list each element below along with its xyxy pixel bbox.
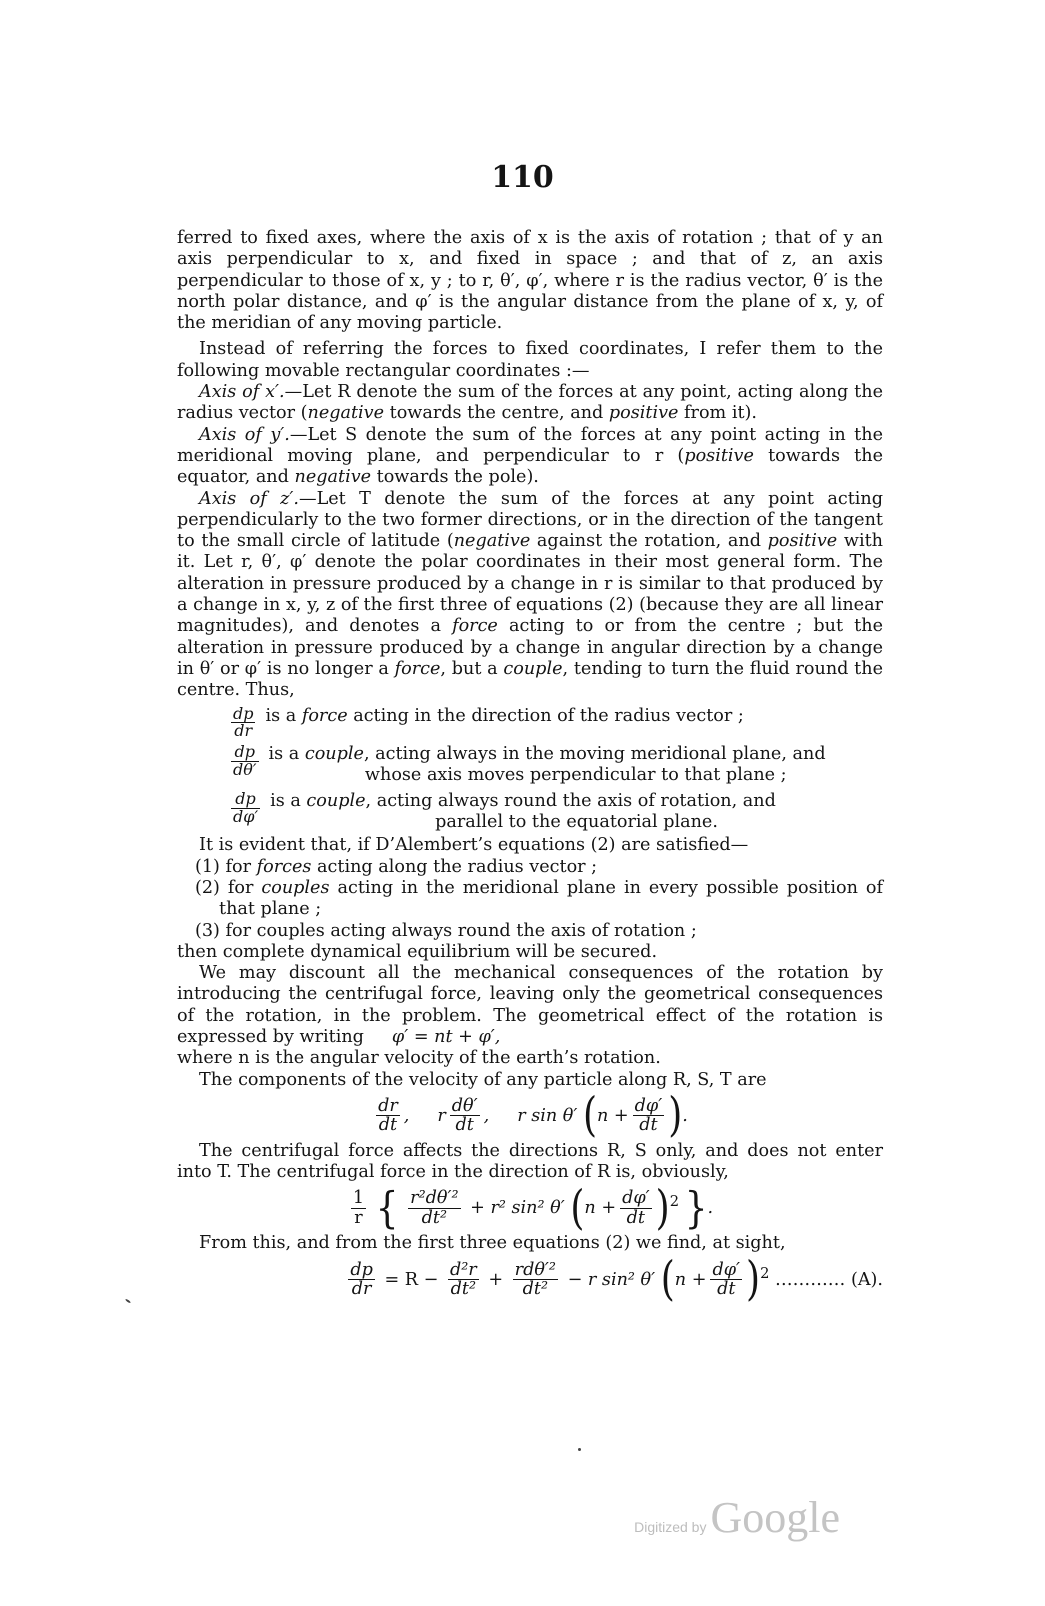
discount-text: We may discount all the mechanical consequences of the rotation by introducing the centrifugal force, leaving only the geometrical consequences of the rotation, in the problem. The geometrical effect of the rotation is expressed by writing [177,963,883,1047]
numerator: r²dθ′² [410,1188,459,1209]
axis-y-label: Axis of y′. [199,424,290,445]
fraction-rdtheta2-dt2 [513,1261,558,1299]
axis-z-text: with it. Let r, θ′, φ′ denote the polar coordinates in their most general form. The alteration in pressure produced by a change in r is similar to that produced by a change in x, y, z of the first three of equations (2) (because they are all linear magnitudes), and denotes a [177,531,883,637]
numerator: dφ′ [634,1095,663,1116]
denominator: dt² [450,1279,477,1300]
axis-z-label: Axis of z′. [199,488,299,509]
derivative-dtheta-row [231,744,883,787]
desc-continuation: whose axis moves perpendicular to that plane ; [364,765,787,786]
denominator: r [354,1207,363,1228]
denominator: dr [351,1279,372,1300]
page-number: 110 [491,160,554,195]
axis-y-paragraph [177,425,883,489]
fraction-dphi-dt [620,1189,652,1227]
numerator: dr [378,1095,398,1116]
denominator: dt² [421,1207,448,1228]
centrifugal-paragraph: The centrifugal force affects the directions R, S only, and does not enter into T. The centrifugal force in the direction of R is, obviously, [177,1140,883,1183]
fraction-dp-dtheta [231,744,259,779]
print-speck [125,1298,131,1303]
numerator: rdθ′² [514,1259,556,1280]
derivative-dphi-desc [270,791,883,834]
term-n: n + [674,1269,707,1290]
emph-force: force [394,658,441,679]
left-paren: ( [582,1088,597,1143]
term-n: n + [597,1105,629,1126]
derivative-dphi-row [231,788,883,834]
desc-text: is a [268,744,305,765]
fraction-dp-dphi [231,788,260,826]
evident-line: It is evident that, if D’Alembert’s equations (2) are satisfied— [199,835,749,856]
term-n: n + [584,1198,617,1219]
numerator: dp [231,791,260,809]
denominator: dφ′ [233,806,259,826]
fraction-r2dtheta2-dt2 [408,1189,460,1227]
watermark-google-logo: Google [710,1493,840,1542]
digitized-watermark [634,1492,840,1543]
fraction-dp-dr [231,703,255,741]
numerator: dp [231,744,259,762]
emph-positive: positive [608,403,679,424]
rotation-equation: φ′ = nt + φ′, [391,1026,501,1047]
axis-z-text: , but a [440,658,504,679]
exponent-2: 2 [760,1264,770,1282]
discount-paragraph [177,963,883,1048]
fraction-dr-dt [376,1097,400,1135]
item-text: acting in the meridional plane in every possible position of that plane ; [219,877,883,920]
axis-y-text: —Let S denote the sum of the forces at any point acting in the meridional moving plane, and perpendicular to r ( [177,424,883,466]
equation-tag: ………… (A). [775,1269,883,1290]
condition-item-2 [177,878,883,921]
denominator: dt [378,1115,398,1136]
axis-x-label: Axis of x′. [199,382,285,403]
left-paren: ( [660,1252,675,1307]
emph-couples: couples [261,877,330,898]
components-line: The components of the velocity of any particle along R, S, T are [199,1069,767,1090]
right-paren: ) [668,1088,683,1143]
axis-z-text: —Let T denote the sum of the forces at any point acting perpendicularly to the two former directions, or in the direction of the tangent to the small circle of latitude ( [177,488,883,552]
fraction-dtheta-dt [450,1097,480,1135]
emph-couple: couple [503,658,563,679]
emph-negative: negative [453,531,531,552]
axis-y-text: towards the pole). [371,467,539,488]
from-this-line: From this, and from the first three equations (2) we find, at sight, [199,1233,786,1254]
derivative-dr-desc [265,706,883,727]
denominator: dt² [522,1279,549,1300]
denominator: dθ′ [233,759,257,779]
emph-positive: positive [767,531,838,552]
fraction-1-over-r [351,1189,366,1227]
plus-sign: + [488,1269,504,1290]
item-text: acting along the radius vector ; [311,856,598,877]
denominator: dt [717,1279,736,1300]
term-R: = R − [384,1269,439,1290]
equation-A [177,1252,883,1307]
left-brace: { [375,1183,399,1233]
axis-x-text: towards the centre, and [384,403,609,424]
axis-x-text: from it). [678,403,757,424]
desc-text: , acting always in the moving meridional plane, and [363,744,826,765]
watermark-digitized-text: Digitized by [634,1519,707,1535]
denominator: dt [626,1207,646,1228]
where-n-line: where n is the angular velocity of the earth’s rotation. [177,1048,661,1069]
desc-text: acting in the direction of the radius vector ; [347,705,744,726]
velocity-components-equation: $\frac{dr}{dt}$ , r $\frac{d\theta'}{dt}$ , r sin θ′ (n + $\frac{d\varphi'}{dt}$ ). [378,1088,688,1143]
term-r-sin2: − r sin² θ′ [567,1269,656,1290]
denominator: dt [639,1115,658,1136]
factor-r: r [437,1105,446,1126]
axis-z-text: acting to or from the centre ; but the alteration in pressure produced by a change in angular direction by a change in θ′ or φ′ is no longer a [177,616,883,679]
main-text [177,228,883,1305]
item-text: (2) for [195,877,262,898]
numerator: dφ′ [622,1188,650,1209]
emph-positive: positive [684,445,754,466]
emph-negative: negative [294,467,372,488]
condition-item-3: (3) for couples acting always round the axis of rotation ; [195,920,697,941]
item-text: (1) for [195,856,257,877]
axis-z-paragraph [177,489,883,702]
denominator: dr [234,721,253,741]
numerator: d²r [449,1259,477,1280]
derivative-dtheta-desc [269,744,883,787]
emph-couple: couple [304,744,364,765]
emph-force: force [301,705,348,726]
fraction-dphi-dt [710,1261,742,1299]
fraction-dphi-dt [633,1097,665,1135]
fraction-d2r-dt2 [448,1261,479,1299]
right-brace: } [684,1183,708,1233]
right-paren: ) [746,1252,761,1307]
paragraph-continued: ferred to fixed axes, where the axis of x is the axis of rotation ; that of y an axis perpendicular to x, and fixed in space ; and that of z, an axis perpendicular to those of x, y ; to r, θ′, φ′, where r is the radius vector, θ′ is the north polar distance, and φ′ is the angular distance from the plane of x, y, of the meridian of any moving particle. [177,228,883,334]
print-speck [578,1448,581,1451]
fraction-dp-dr [348,1261,375,1299]
emph-couple: couple [306,790,366,811]
centrifugal-equation: $\frac{1}{r}$ { $\frac{\text{r²dθ′²}}{\text{dt²}}$ + r² sin² θ′ (n + $\frac{d\varphi'}{dt}$ )$^2$ }. [352,1181,714,1235]
factor-r-sin: r sin θ′ [517,1105,578,1126]
numerator: dθ′ [451,1095,478,1116]
exponent-2: 2 [669,1193,680,1211]
condition-item-1 [177,857,883,878]
derivative-dr-row [231,703,883,741]
numerator: dp [233,703,254,723]
axis-x-paragraph [177,382,883,425]
desc-text: , acting always round the axis of rotation, and [365,790,776,811]
left-paren: ( [570,1181,585,1235]
emph-force: force [452,616,498,637]
denominator: dt [455,1115,474,1136]
desc-continuation: parallel to the equatorial plane. [435,812,718,833]
desc-text: is a [270,790,307,811]
emph-forces: forces [256,856,312,877]
right-paren: ) [655,1181,670,1235]
numerator: dφ′ [712,1259,741,1280]
numerator: 1 [352,1188,365,1209]
term-r2-sin2: + r² sin² θ′ [470,1198,565,1219]
axis-z-text: , tending to turn the fluid round the centre. Thus, [177,658,883,701]
desc-text: is a [265,705,302,726]
emph-negative: negative [307,403,385,424]
axis-x-text: —Let R denote the sum of the forces at any point, acting along the radius vector ( [177,382,883,424]
paragraph-coordinates: Instead of referring the forces to fixed coordinates, I refer them to the following movable rectangular coordinates :— [177,339,883,381]
then-line: then complete dynamical equilibrium will be secured. [177,941,658,962]
axis-y-text: towards the equator, and [177,445,883,488]
axis-z-text: against the rotation, and [530,531,768,552]
numerator: dp [350,1259,373,1280]
